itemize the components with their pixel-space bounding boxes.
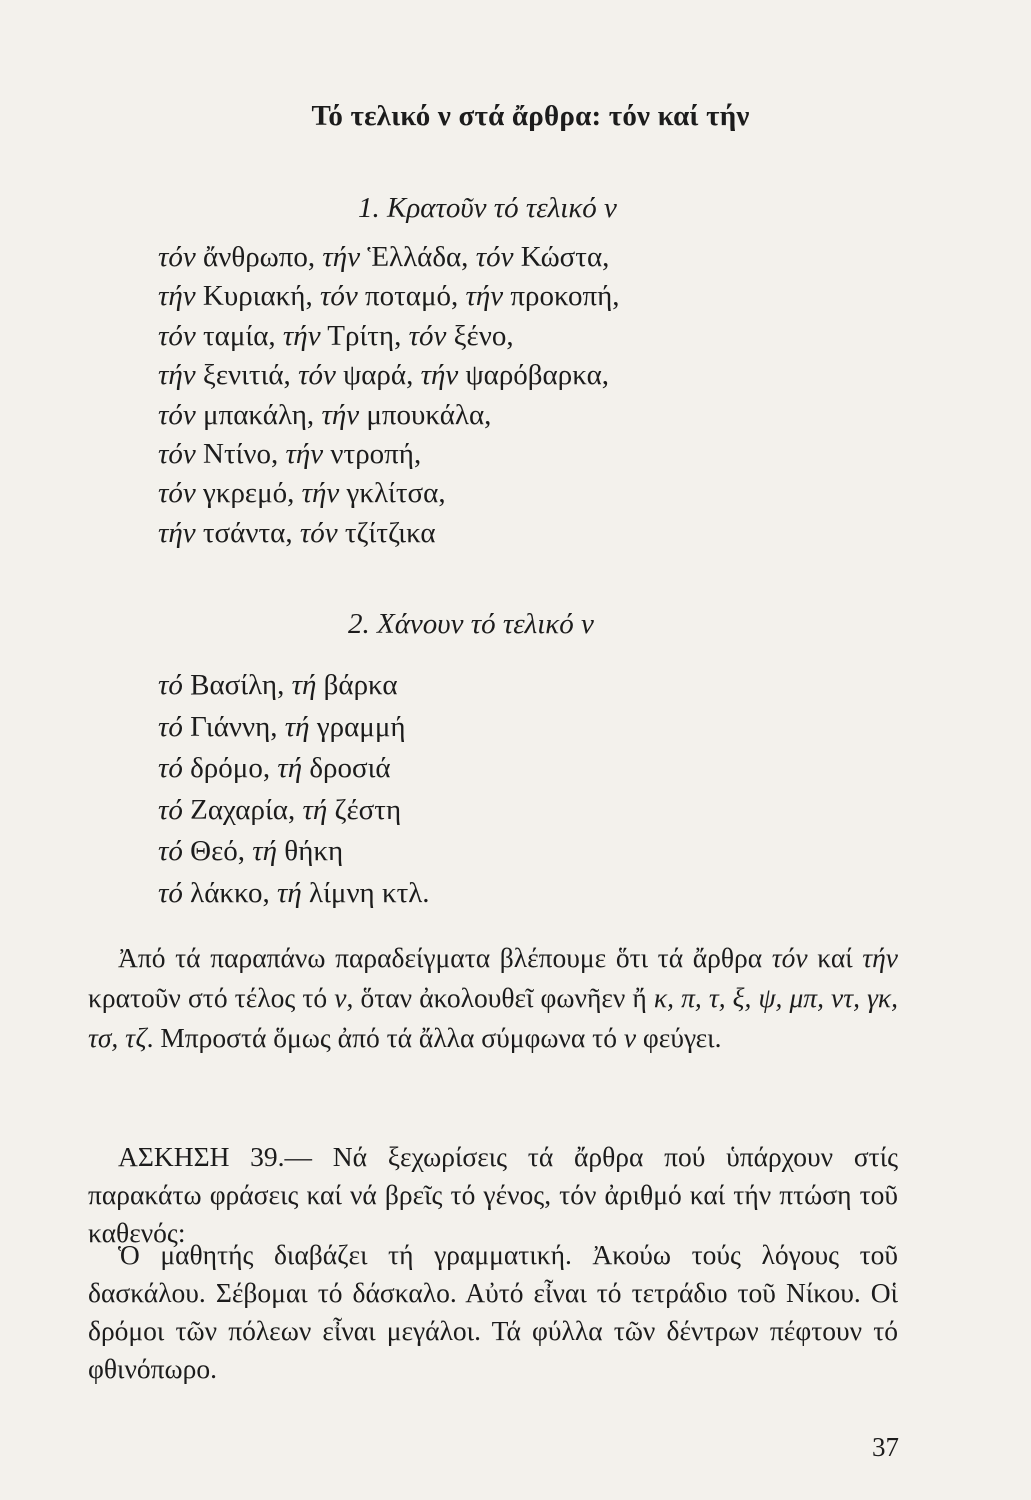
article: τήν xyxy=(301,477,340,510)
word: μπουκάλα, xyxy=(359,398,492,431)
word: ζέστη xyxy=(327,793,402,826)
rule-letter: ν xyxy=(623,1022,637,1053)
section1-line xyxy=(158,356,620,395)
article: τή xyxy=(252,835,278,867)
section2-line xyxy=(158,748,430,790)
article: τόν xyxy=(158,398,196,431)
article: τήν xyxy=(282,319,321,352)
article: τόν xyxy=(408,319,447,352)
section2-line xyxy=(158,831,430,873)
article: τόν xyxy=(158,319,196,352)
word: τζίτζικα xyxy=(337,516,436,549)
article: τό xyxy=(158,710,183,743)
word: γραμμή xyxy=(309,710,406,743)
word: βάρκα xyxy=(316,669,398,701)
word: μπακάλη, xyxy=(195,398,322,431)
article: τή xyxy=(277,876,302,909)
article: τό xyxy=(158,752,183,784)
section1-line xyxy=(158,238,620,277)
word: Ντίνο, xyxy=(195,438,286,471)
article: τήν xyxy=(321,398,360,431)
article: τήν xyxy=(158,516,196,549)
word: ποταμό, xyxy=(357,280,466,313)
rule-text: κρατοῦν στό τέλος τό xyxy=(88,982,335,1013)
article: τό xyxy=(158,793,183,826)
article: τόν xyxy=(475,241,514,273)
rule-text: , ὅταν ἀκολουθεῖ φωνῆεν ἤ xyxy=(346,982,654,1013)
rule-article: τήν xyxy=(862,942,898,973)
title-articles: τόν καί τήν xyxy=(608,100,750,132)
article: τή xyxy=(277,752,303,784)
exercise-instruction-text: Νά ξεχωρίσεις τά ἄρθρα πού ὑπάρχουν στίς παρακάτω φράσεις καί νά βρεῖς τό γένος, τόν ἀριθμό καί τήν πτώση τοῦ καθενός: xyxy=(88,1141,898,1248)
word: ντροπή, xyxy=(323,438,422,471)
word: Ἑλλάδα, xyxy=(360,241,476,273)
section1-line xyxy=(158,317,620,356)
word: Βασίλη, xyxy=(182,669,292,701)
article: τόν xyxy=(158,438,196,471)
section2-heading: 2. Χάνουν τό τελικό ν xyxy=(348,608,594,640)
section1-line xyxy=(158,435,620,474)
article: τήν xyxy=(158,280,196,313)
article: τό xyxy=(158,669,183,701)
section2-line xyxy=(158,665,430,707)
exercise-label: ΑΣΚΗΣΗ 39.— xyxy=(118,1141,313,1172)
rule-text: . Μπροστά ὅμως ἀπό τά ἄλλα σύμφωνα τό xyxy=(146,1022,624,1053)
section1-line xyxy=(158,277,620,316)
word: λάκκο, xyxy=(182,876,277,909)
word: ψαρά, xyxy=(335,359,421,392)
section1-heading: 1. Κρατοῦν τό τελικό ν xyxy=(358,192,617,224)
word: Κυριακή, xyxy=(195,280,320,313)
word: θήκη xyxy=(277,835,344,867)
word: ἄνθρωπο, xyxy=(195,241,323,273)
word: δρόμο, xyxy=(182,752,278,784)
section2-line xyxy=(158,707,430,749)
word: Κώστα, xyxy=(513,241,610,273)
rule-text: καί xyxy=(807,942,863,973)
word: προκοπή, xyxy=(503,280,620,313)
article: τήν xyxy=(420,359,459,392)
article: τήν xyxy=(465,280,504,313)
page-number: 37 xyxy=(872,1432,899,1462)
exercise-text: Ὁ μαθητής διαβάζει τή γραμματική. Ἀκούω τούς λόγους τοῦ δασκάλου. Σέβομαι τό δάσκαλο. Αὐτό εἶναι τό τετράδιο τοῦ Νίκου. Οἱ δρόμοι τῶν πόλεων εἶναι μεγάλοι. Τά φύλλα τῶν δέντρων πέφτουν τό φθινόπωρο. xyxy=(88,1239,898,1384)
section1-line xyxy=(158,514,620,553)
word: Γιάννη, xyxy=(182,710,285,743)
article: τόν xyxy=(299,516,338,549)
article: τόν xyxy=(319,280,358,313)
word: τσάντα, xyxy=(195,516,300,549)
rule-text: φεύγει. xyxy=(636,1022,722,1053)
rule-consonants: κ, π, τ, ξ, ψ, μπ, ντ, γκ, τσ, τζ xyxy=(88,982,898,1053)
word: γκρεμό, xyxy=(195,477,302,510)
word: Θεό, xyxy=(182,835,253,867)
section2-line xyxy=(158,873,430,915)
article: τή xyxy=(302,793,328,826)
rule-article: τόν xyxy=(771,942,808,973)
article: τόν xyxy=(158,477,196,510)
article: τό xyxy=(158,835,183,867)
article: τόν xyxy=(298,359,336,392)
word: γκλίτσα, xyxy=(339,477,446,510)
section2-examples xyxy=(158,665,430,914)
exercise-instruction xyxy=(88,1138,898,1252)
article: τήν xyxy=(158,359,196,392)
title-text: Τό τελικό ν στά ἄρθρα: xyxy=(311,100,609,132)
article: τή xyxy=(284,710,310,743)
page-title xyxy=(0,100,1031,133)
rule-letter: ν xyxy=(334,982,347,1013)
article: τήν xyxy=(285,438,324,471)
word: δροσιά xyxy=(302,752,391,784)
word: ξένο, xyxy=(446,319,514,352)
article: τή xyxy=(291,669,317,701)
word: ψαρόβαρκα, xyxy=(458,359,610,392)
rule-text: Ἀπό τά παραπάνω παραδείγματα βλέπουμε ὅτι τά ἄρθρα xyxy=(118,942,772,973)
article: τόν xyxy=(158,241,196,273)
word: Ζαχαρία, xyxy=(182,793,303,826)
word: Τρίτη, xyxy=(320,319,409,352)
word: λίμνη κτλ. xyxy=(301,876,430,909)
section1-examples xyxy=(158,238,620,553)
word: ταμία, xyxy=(195,319,283,352)
section2-line xyxy=(158,790,430,832)
section1-line xyxy=(158,396,620,435)
rule-paragraph xyxy=(88,938,898,1058)
article: τήν xyxy=(322,241,361,273)
word: ξενιτιά, xyxy=(195,359,299,392)
section1-line xyxy=(158,474,620,513)
article: τό xyxy=(158,876,183,909)
